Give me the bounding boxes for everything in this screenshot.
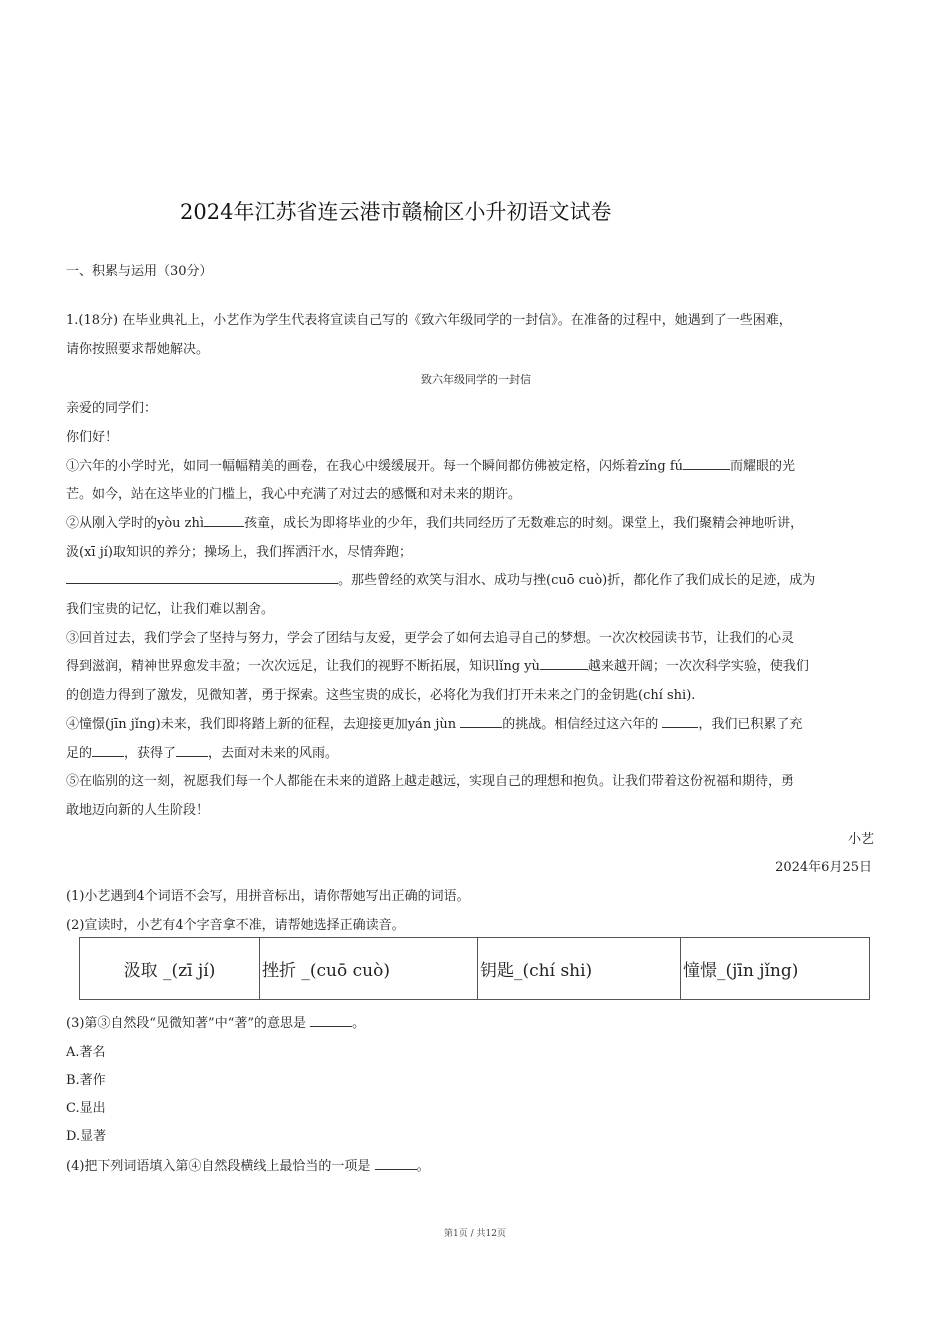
exam-title: 2024年江苏省连云港市赣榆区小升初语文试卷 (180, 200, 612, 224)
p4-text-e: ，获得了 (124, 745, 177, 761)
table-cell[interactable]: 汲取 _(zī jí) (80, 938, 260, 1000)
p4-text-f: ，去面对未来的风雨。 (208, 745, 339, 761)
page-footer: 第1页 / 共12页 (444, 1229, 506, 1239)
paragraph-5-line-1: ⑤在临别的这一刻，祝愿我们每一个人都能在未来的道路上越走越远，实现自己的理想和抱负。让我们带着这份祝福和期待，勇 (66, 774, 795, 790)
paragraph-1-line-2: 芒。如今，站在这毕业的门槛上，我心中充满了对过去的感慨和对未来的期许。 (66, 487, 522, 503)
paragraph-5-line-2: 敢地迈向新的人生阶段！ (66, 802, 210, 818)
paragraph-4-line-1 (66, 711, 886, 740)
section-heading: 一、积累与运用（30分） (66, 264, 213, 279)
option-d[interactable]: D.显著 (66, 1129, 107, 1144)
p2-text-a: ②从刚入学时的yòu zhì (66, 515, 205, 531)
paragraph-2-line-3 (66, 567, 886, 596)
question-1-body (66, 307, 886, 940)
p4-text-c: ，我们已积累了充 (698, 716, 803, 732)
answer-blank[interactable] (310, 1012, 352, 1027)
p2-text-b: 孩童，成长为即将毕业的少年，我们共同经历了无数难忘的时刻。课堂上，我们聚精会神地听讲， (244, 515, 804, 531)
paragraph-3-line-2 (66, 653, 886, 682)
paragraph-1-line-1 (66, 453, 886, 482)
signature: 小艺 (847, 831, 874, 847)
letter-date: 2024年6月25日 (775, 860, 872, 876)
answer-blank[interactable] (375, 1155, 417, 1170)
q1-intro-line-1: 1.(18分) 在毕业典礼上，小艺作为学生代表将宣读自己写的《致六年级同学的一封信》。在准备的过程中，她遇到了一些困难， (66, 313, 792, 328)
option-c[interactable]: C.显出 (66, 1101, 106, 1116)
option-b[interactable]: B.著作 (66, 1073, 106, 1088)
sub4-end: 。 (416, 1159, 430, 1174)
sub-question-2: (2)宣读时，小艺有4个字音拿不准，请帮她选择正确读音。 (66, 917, 405, 933)
paragraph-2-line-4: 我们宝贵的记忆，让我们难以割舍。 (66, 602, 275, 618)
paragraph-2-line-1 (66, 510, 886, 539)
paragraph-4-line-2 (66, 740, 886, 769)
sub3-text: (3)第③自然段“见微知著”中“著”的意思是 (66, 1016, 311, 1031)
paragraph-3-line-3: 的创造力得到了激发，见微知著，勇于探索。这些宝贵的成长，必将化为我们打开未来之门的金钥匙(chí shi). (66, 688, 696, 704)
sub4-text: (4)把下列词语填入第④自然段横线上最恰当的一项是 (66, 1159, 375, 1174)
p1-text-b: 而耀眼的光 (730, 458, 796, 474)
sub-question-4 (66, 1155, 430, 1174)
answer-blank[interactable] (662, 713, 698, 728)
option-a[interactable]: A.著名 (66, 1045, 106, 1060)
table-cell[interactable]: 钥匙_(chí shi) (478, 938, 681, 1000)
p3-text-a: 得到滋润，精神世界愈发丰盈；一次次远足，让我们的视野不断拓展，知识lǐng yù (66, 659, 540, 675)
p1-text-a: ①六年的小学时光，如同一幅幅精美的画卷，在我心中缓缓展开。每一个瞬间都仿佛被定格，闪烁着zǐng fú (66, 458, 684, 474)
sub-question-1: (1)小艺遇到4个词语不会写，用拼音标出，请你帮她写出正确的词语。 (66, 889, 470, 905)
answer-blank[interactable] (204, 512, 244, 527)
table-cell[interactable]: 憧憬_(jīn jǐng) (681, 938, 870, 1000)
letter-greeting-1: 亲爱的同学们： (66, 401, 158, 417)
p4-text-b: 的挑战。相信经过这六年的 (502, 716, 663, 732)
answer-blank[interactable] (92, 742, 124, 757)
answer-blank[interactable] (460, 713, 502, 728)
table-row (80, 938, 870, 1000)
sub3-end: 。 (352, 1016, 366, 1031)
paragraph-3-line-1: ③回首过去，我们学会了坚持与努力，学会了团结与友爱，更学会了如何去追寻自己的梦想。一次次校园读书节，让我们的心灵 (66, 630, 795, 646)
answer-blank[interactable] (683, 455, 730, 470)
table-cell[interactable]: 挫折 _(cuō cuò) (260, 938, 478, 1000)
sub-question-3 (66, 1012, 365, 1031)
p3-text-b: 越来越开阔；一次次科学实验，使我们 (587, 659, 809, 675)
answer-blank[interactable] (176, 742, 208, 757)
q1-intro-line-2: 请你按照要求帮她解决。 (66, 341, 210, 357)
letter-title: 致六年级同学的一封信 (421, 373, 531, 387)
letter-greeting-2: 你们好！ (66, 429, 119, 445)
p4-text-a: ④憧憬(jīn jǐng)未来，我们即将踏上新的征程，去迎接更加yán jùn (66, 716, 461, 732)
p2-text-c: 。那些曾经的欢笑与泪水、成功与挫(cuō cuò)折，都化作了我们成长的足迹，成为 (338, 573, 816, 589)
pronunciation-table (79, 937, 870, 1000)
p4-text-d: 足的 (66, 745, 93, 761)
answer-blank-long[interactable] (66, 569, 338, 584)
answer-blank[interactable] (540, 655, 588, 670)
paragraph-2-line-2: 汲(xī jí)取知识的养分；操场上，我们挥洒汗水，尽情奔跑； (66, 544, 412, 560)
